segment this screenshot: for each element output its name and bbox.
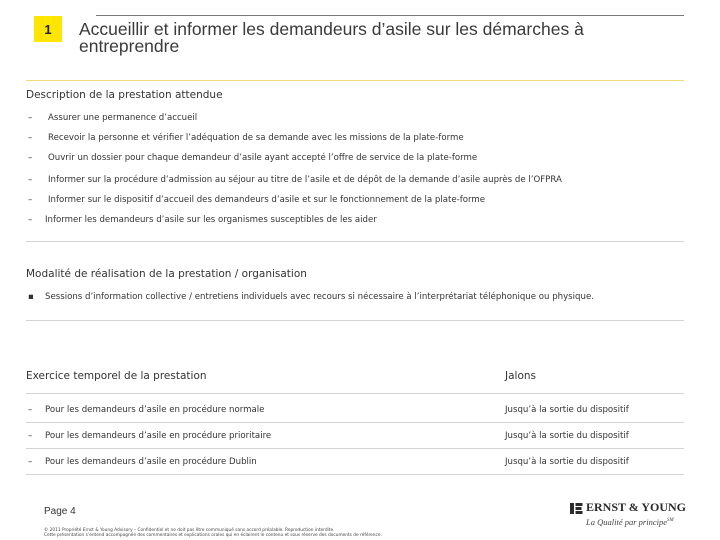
description-item: Informer les demandeurs d’asile sur les organismes susceptibles de les aider — [45, 215, 377, 225]
exercice-row-label: Pour les demandeurs d’asile en procédure Dublin — [45, 457, 257, 467]
logo-tagline: La Qualité par principe — [586, 517, 667, 527]
modalite-item: Sessions d’information collective / entretiens individuels avec recours si nécessaire à l’interprétariat téléphonique ou physique. — [45, 292, 594, 302]
row-separator — [26, 474, 684, 475]
section-separator — [26, 241, 684, 242]
dash-bullet: – — [28, 405, 33, 415]
slide-title: Accueillir et informer les demandeurs d’asile sur les démarches à entreprendre — [79, 19, 584, 56]
description-item: Informer sur la procédure d’admission au séjour au titre de l’asile et de dépôt de la demande d’asile auprès de l’OFPRA — [48, 175, 562, 185]
row-separator — [26, 422, 684, 423]
description-item: Assurer une permanence d’accueil — [48, 113, 198, 123]
row-separator — [26, 448, 684, 449]
square-bullet: ▪ — [28, 292, 34, 302]
dash-bullet: – — [28, 431, 33, 441]
top-rule — [96, 15, 684, 16]
dash-bullet: – — [28, 457, 33, 467]
copyright-line: © 2011 Propriété Ernst & Young Advisory – Confidentiel et ne doit pas être communiqué sans accord préalable. Reproduction interdite. — [44, 528, 335, 533]
jalons-heading: Jalons — [505, 370, 536, 382]
exercice-row-jalon: Jusqu’à la sortie du dispositif — [505, 457, 629, 467]
modalite-heading: Modalité de réalisation de la prestation / organisation — [26, 268, 307, 280]
table-header-rule — [26, 393, 684, 394]
slide-number-badge: 1 — [34, 16, 62, 42]
description-item: Ouvrir un dossier pour chaque demandeur d’asile ayant accepté l’offre de service de la plate-forme — [48, 153, 478, 163]
ernst-young-logo — [570, 500, 688, 532]
description-heading: Description de la prestation attendue — [26, 89, 223, 101]
description-item: Recevoir la personne et vérifier l’adéquation de sa demande avec les missions de la plate-forme — [48, 133, 464, 143]
dash-bullet: – — [28, 133, 33, 143]
dash-bullet: – — [28, 195, 33, 205]
dash-bullet: – — [28, 153, 33, 163]
exercice-heading: Exercice temporel de la prestation — [26, 370, 207, 382]
dash-bullet: – — [28, 175, 33, 185]
title-underline — [26, 80, 684, 81]
copyright-line: Cette présentation s’entend accompagnée des commentaires et explications orales qui en éclairent le contenu et sous réserve des documents de référence. — [44, 533, 382, 539]
exercice-row-jalon: Jusqu’à la sortie du dispositif — [505, 431, 629, 441]
trademark-symbol: SM — [666, 518, 674, 524]
exercice-row-jalon: Jusqu’à la sortie du dispositif — [505, 405, 629, 415]
footer-copyright — [44, 528, 382, 538]
exercice-row-label: Pour les demandeurs d’asile en procédure prioritaire — [45, 431, 272, 441]
page-number: Page 4 — [44, 506, 76, 517]
description-item: Informer sur le dispositif d’accueil des demandeurs d’asile et sur le fonctionnement de la plate-forme — [48, 195, 486, 205]
dash-bullet: – — [28, 113, 33, 123]
logo-name: ERNST & YOUNG — [586, 500, 687, 514]
dash-bullet: – — [28, 215, 33, 225]
section-separator — [26, 320, 684, 321]
exercice-row-label: Pour les demandeurs d’asile en procédure normale — [45, 405, 265, 415]
